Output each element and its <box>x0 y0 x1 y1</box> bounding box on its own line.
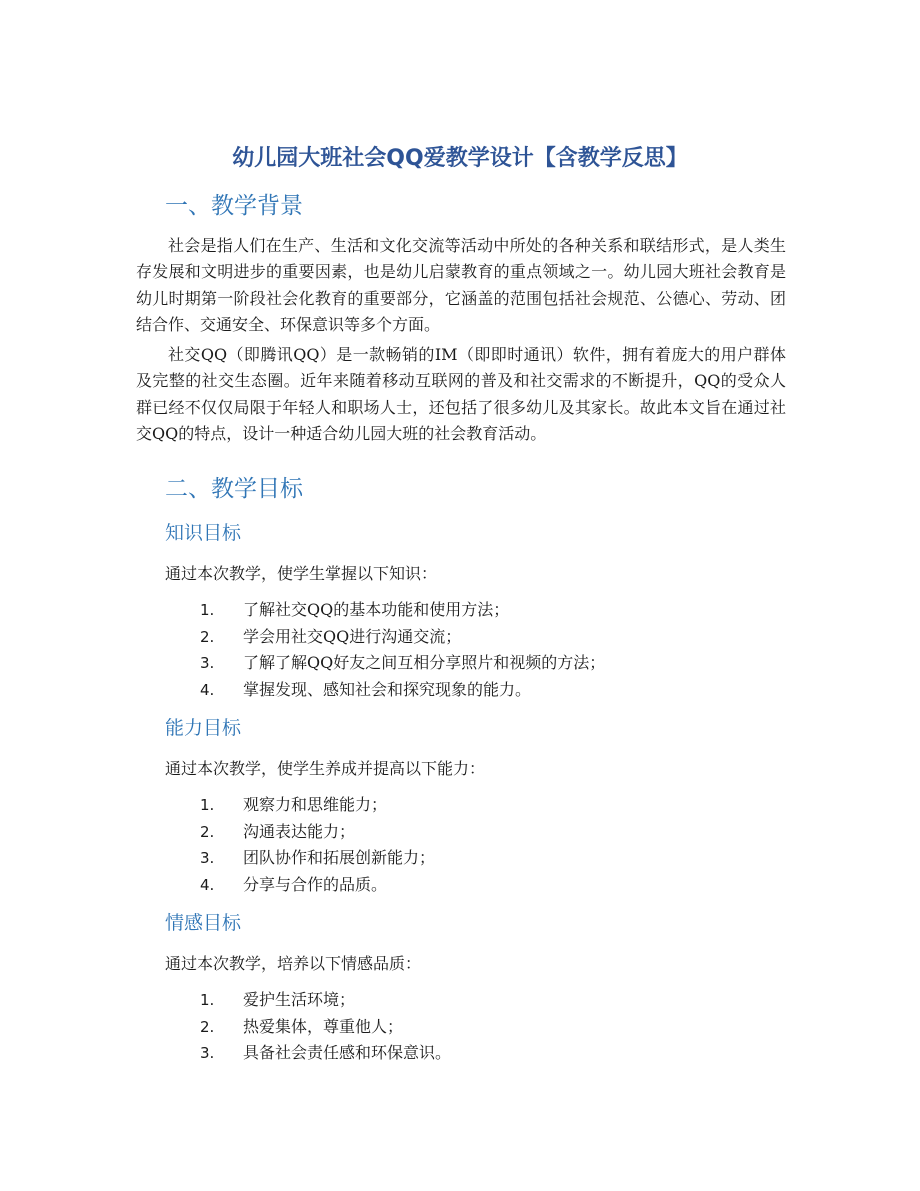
background-paragraph-1: 社会是指人们在生产、生活和文化交流等活动中所处的各种关系和联结形式，是人类生存发展和文明进步的重要因素，也是幼儿启蒙教育的重点领域之一。幼儿园大班社会教育是幼儿时期第一阶段社会化教育的重要部分，它涵盖的范围包括社会规范、公德心、劳动、团结合作、交通安全、环保意识等多个方面。 <box>136 236 786 335</box>
list-item: 2. 热爱集体，尊重他人； <box>200 1016 404 1036</box>
subheading-emotion: 情感目标 <box>165 912 242 934</box>
section-heading-background: 一、教学背景 <box>165 193 303 219</box>
list-item: 3. 具备社会责任感和环保意识。 <box>200 1043 452 1062</box>
section-heading-objectives: 二、教学目标 <box>165 476 303 502</box>
subheading-ability: 能力目标 <box>165 717 242 739</box>
emotion-list <box>200 987 451 1067</box>
list-item: 4. 掌握发现、感知社会和探究现象的能力。 <box>200 679 532 699</box>
subheading-knowledge: 知识目标 <box>165 522 242 544</box>
list-item: 3. 了解了解QQ好友之间互相分享照片和视频的方法； <box>200 653 606 672</box>
list-item: 2. 沟通表达能力； <box>200 821 356 841</box>
background-paragraph-2: 社交QQ（即腾讯QQ）是一款畅销的IM（即即时通讯）软件，拥有着庞大的用户群体及完整的社交生态圈。近年来随着移动互联网的普及和社交需求的不断提升，QQ的受众人群已经不仅仅局限于年轻人和职场人士，还包括了很多幼儿及其家长。故此本文旨在通过社交QQ的特点，设计一种适合幼儿园大班的社会教育活动。 <box>136 345 786 444</box>
list-item: 4. 分享与合作的品质。 <box>200 874 388 894</box>
list-item: 1. 了解社交QQ的基本功能和使用方法； <box>200 600 510 619</box>
emotion-lead: 通过本次教学，培养以下情感品质： <box>165 954 422 973</box>
list-item: 1. 观察力和思维能力； <box>200 795 388 814</box>
knowledge-list <box>200 597 605 703</box>
ability-lead: 通过本次教学，使学生养成并提高以下能力： <box>165 759 486 778</box>
ability-list <box>200 792 435 898</box>
list-item: 2. 学会用社交QQ进行沟通交流； <box>200 626 462 646</box>
list-item: 1. 爱护生活环境； <box>200 990 356 1009</box>
document-title: 幼儿园大班社会QQ爱教学设计【含教学反思】 <box>232 146 688 171</box>
knowledge-lead: 通过本次教学，使学生掌握以下知识： <box>165 564 438 583</box>
list-item: 3. 团队协作和拓展创新能力； <box>200 848 436 867</box>
